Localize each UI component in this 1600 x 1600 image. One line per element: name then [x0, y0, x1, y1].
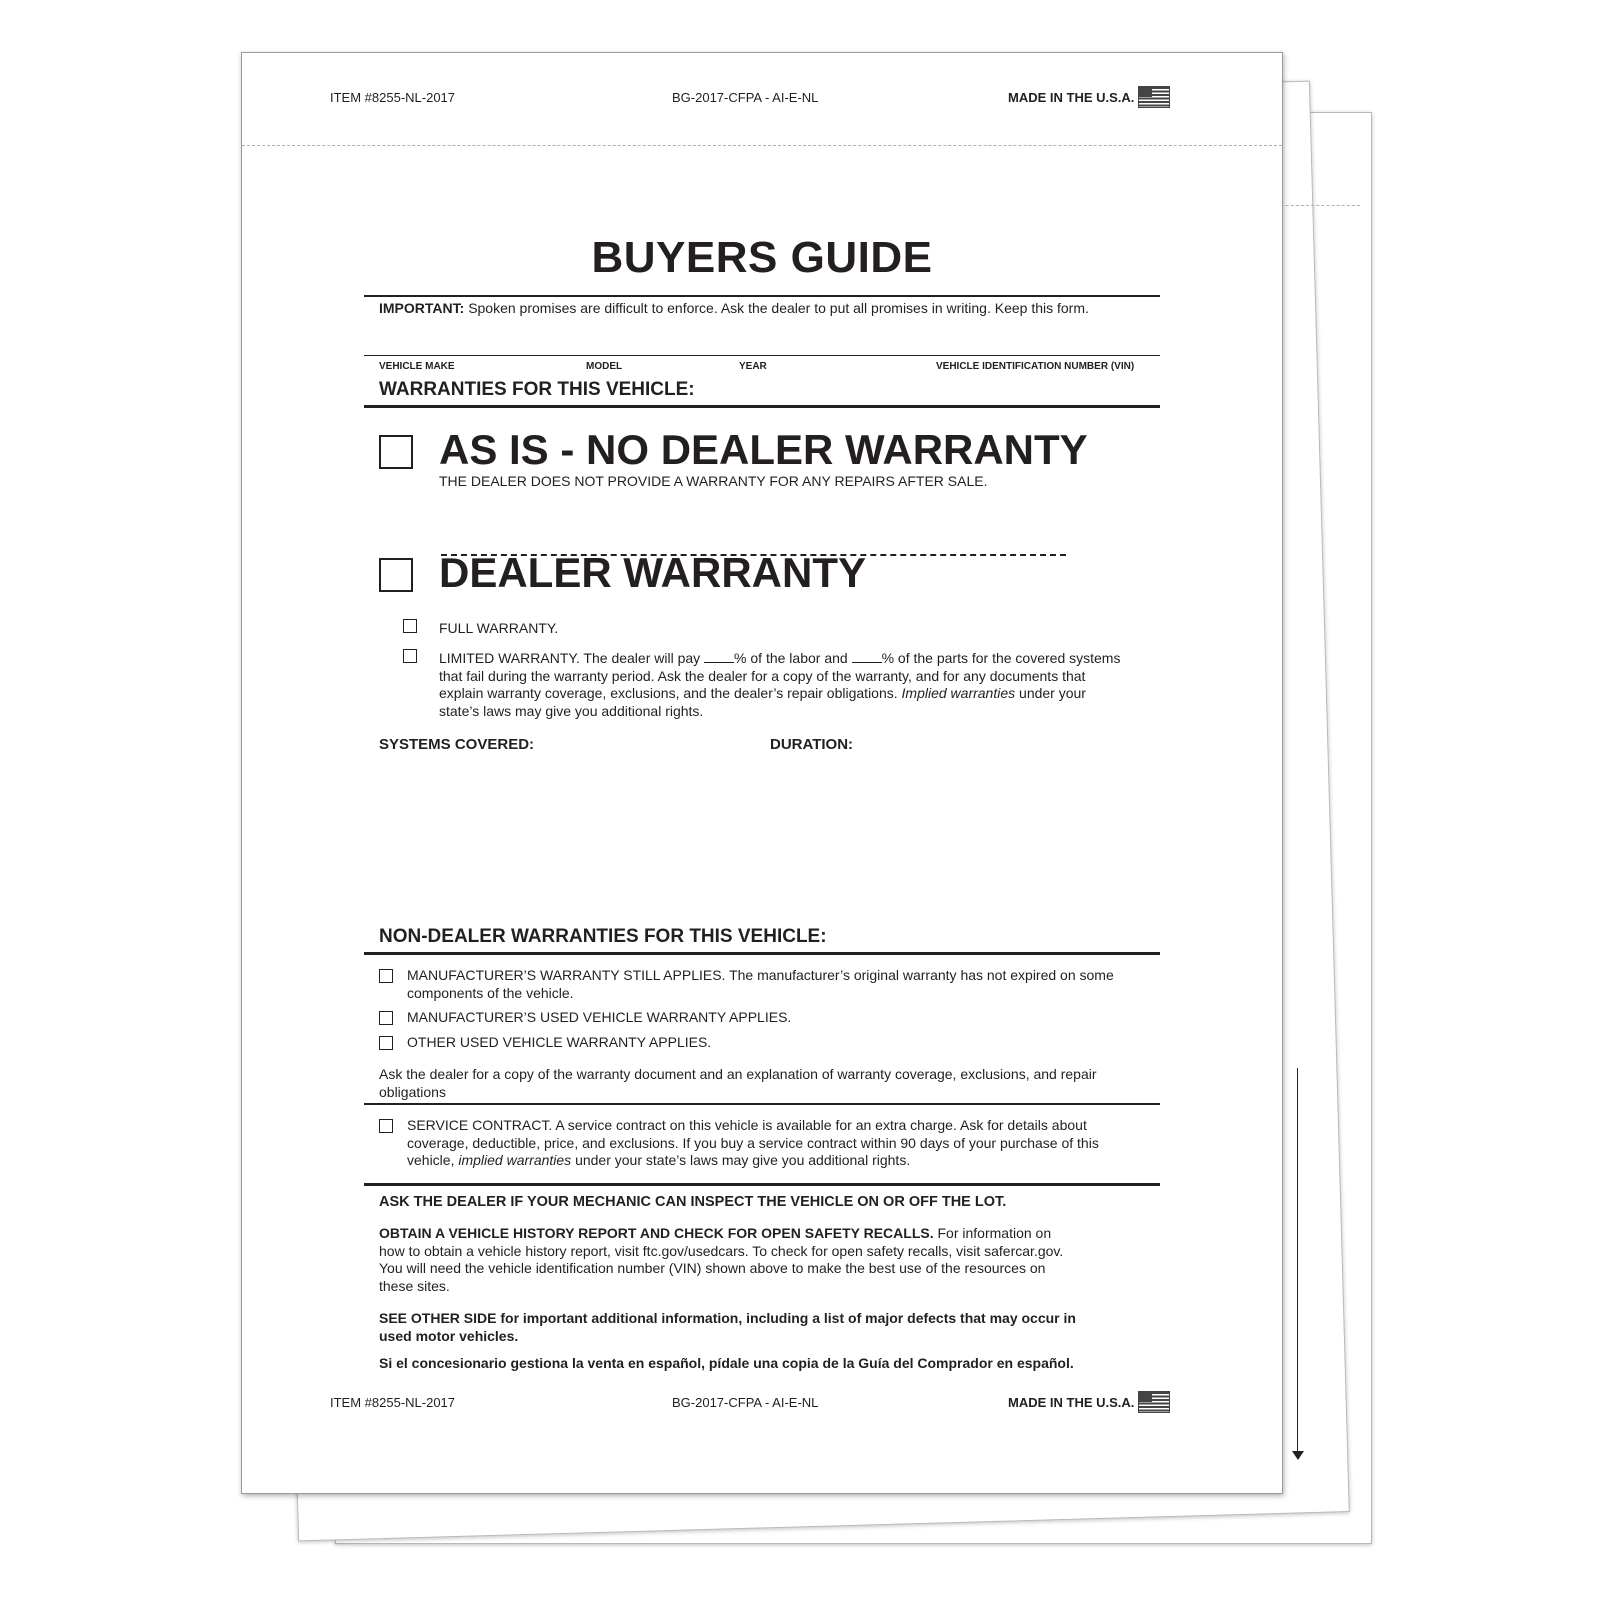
form-code: BG-2017-CFPA - AI-E-NL: [672, 90, 819, 105]
implied-warranties-text: implied warranties: [458, 1152, 572, 1168]
limited-text: state’s laws may give you additional rights.: [439, 702, 704, 719]
service-contract-line: coverage, deductible, price, and exclusions. If you buy a service contract within 90 days of your purchase of this: [407, 1134, 1099, 1151]
divider: [364, 295, 1160, 297]
see-other-line: SEE OTHER SIDE for important additional information, including a list of major defects that may occur in: [379, 1310, 1076, 1326]
limited-warranty-checkbox[interactable]: [403, 649, 417, 663]
full-warranty-label: FULL WARRANTY.: [439, 620, 559, 636]
model-label: MODEL: [586, 361, 623, 372]
ask-dealer-line: Ask the dealer for a copy of the warranty document and an explanation of warranty coverage, exclusions, and repair: [379, 1066, 1097, 1082]
limited-text: % of the labor and: [734, 650, 852, 666]
limited-text: LIMITED WARRANTY. The dealer will pay: [439, 650, 705, 666]
limited-text: explain warranty coverage, exclusions, and the dealer’s repair obligations.: [439, 685, 902, 701]
non-dealer-heading: NON-DEALER WARRANTIES FOR THIS VEHICLE:: [379, 926, 827, 947]
down-arrow-icon: [1297, 1068, 1298, 1453]
ask-dealer-text: [379, 1066, 1097, 1101]
divider: [364, 405, 1160, 408]
systems-covered-label: SYSTEMS COVERED:: [379, 736, 535, 753]
parts-percent-blank[interactable]: [852, 662, 882, 663]
dealer-warranty-checkbox[interactable]: [379, 558, 413, 592]
dealer-warranty-title: DEALER WARRANTY: [439, 549, 866, 596]
mfr-used-checkbox[interactable]: [379, 1011, 393, 1025]
vin-label: VEHICLE IDENTIFICATION NUMBER (VIN): [936, 361, 1135, 372]
year-label: YEAR: [739, 361, 767, 372]
duration-label: DURATION:: [770, 736, 854, 753]
as-is-title: AS IS - NO DEALER WARRANTY: [439, 426, 1088, 473]
as-is-checkbox[interactable]: [379, 435, 413, 469]
vehicle-make-label: VEHICLE MAKE: [379, 361, 455, 372]
implied-warranties-text: Implied warranties: [901, 685, 1016, 701]
as-is-subtitle: THE DEALER DOES NOT PROVIDE A WARRANTY FOR ANY REPAIRS AFTER SALE.: [439, 473, 988, 489]
warranties-heading: WARRANTIES FOR THIS VEHICLE:: [379, 379, 695, 400]
history-bold: OBTAIN A VEHICLE HISTORY REPORT AND CHECK FOR OPEN SAFETY RECALLS.: [379, 1225, 934, 1241]
spanish-note: Si el concesionario gestiona la venta en español, pídale una copia de la Guía del Comprador en español.: [379, 1355, 1074, 1371]
history-note: [379, 1225, 1139, 1295]
limited-text: that fail during the warranty period. Ask the dealer for a copy of the warranty, and for any documents that: [439, 667, 1086, 684]
history-line: how to obtain a vehicle history report, visit ftc.gov/usedcars. To check for open safety recalls, visit safercar.gov.: [379, 1242, 1064, 1259]
see-other-side-note: [379, 1310, 1076, 1345]
limited-warranty-text: [439, 650, 1159, 720]
perforation-line: [242, 145, 1282, 146]
service-contract-checkbox[interactable]: [379, 1119, 393, 1133]
divider: [364, 1183, 1160, 1186]
arrow-head-icon: [1292, 1451, 1304, 1460]
history-line: these sites.: [379, 1277, 450, 1294]
made-in-label: MADE IN THE U.S.A.: [1008, 1395, 1135, 1410]
buyers-guide-page: [241, 52, 1283, 1494]
see-other-line: used motor vehicles.: [379, 1327, 519, 1344]
page-title: BUYERS GUIDE: [591, 233, 933, 282]
full-warranty-checkbox[interactable]: [403, 619, 417, 633]
divider: [364, 1103, 1160, 1105]
service-contract-text: [407, 1117, 1099, 1170]
other-used-checkbox[interactable]: [379, 1036, 393, 1050]
mfr-warranty-line: components of the vehicle.: [407, 984, 574, 1001]
labor-percent-blank[interactable]: [704, 662, 734, 663]
mfr-used-text: MANUFACTURER’S USED VEHICLE WARRANTY APPLIES.: [407, 1009, 792, 1025]
other-used-text: OTHER USED VEHICLE WARRANTY APPLIES.: [407, 1034, 712, 1050]
item-number: ITEM #8255-NL-2017: [330, 1395, 456, 1410]
mfr-warranty-checkbox[interactable]: [379, 969, 393, 983]
limited-text: under your: [1015, 685, 1086, 701]
important-text: Spoken promises are difficult to enforce. Ask the dealer to put all promises in writing. Keep this form.: [468, 300, 1089, 316]
important-note: [379, 300, 1089, 318]
mfr-warranty-text: [407, 967, 1114, 1002]
history-line: For information on: [933, 1225, 1052, 1241]
history-line: You will need the vehicle identification number (VIN) shown above to make the best use of the resources on: [379, 1260, 1046, 1276]
limited-text: % of the parts for the covered systems: [881, 650, 1121, 666]
made-in-label: MADE IN THE U.S.A.: [1008, 90, 1135, 105]
service-contract-line: under your state’s laws may give you additional rights.: [571, 1152, 911, 1168]
mfr-warranty-line: MANUFACTURER’S WARRANTY STILL APPLIES. The manufacturer’s original warranty has not expired on some: [407, 967, 1114, 983]
service-contract-line: vehicle,: [407, 1152, 459, 1168]
ask-dealer-line: obligations: [379, 1083, 446, 1100]
mechanic-note: ASK THE DEALER IF YOUR MECHANIC CAN INSPECT THE VEHICLE ON OR OFF THE LOT.: [379, 1194, 1007, 1210]
divider: [364, 952, 1160, 955]
vehicle-fields-line: [364, 355, 1160, 356]
form-code: BG-2017-CFPA - AI-E-NL: [672, 1395, 819, 1410]
us-flag-icon: [1138, 1391, 1170, 1413]
important-label: IMPORTANT:: [379, 300, 465, 316]
service-contract-line: SERVICE CONTRACT. A service contract on this vehicle is available for an extra charge. Ask for details about: [407, 1117, 1087, 1133]
us-flag-icon: [1138, 86, 1170, 108]
item-number: ITEM #8255-NL-2017: [330, 90, 456, 105]
